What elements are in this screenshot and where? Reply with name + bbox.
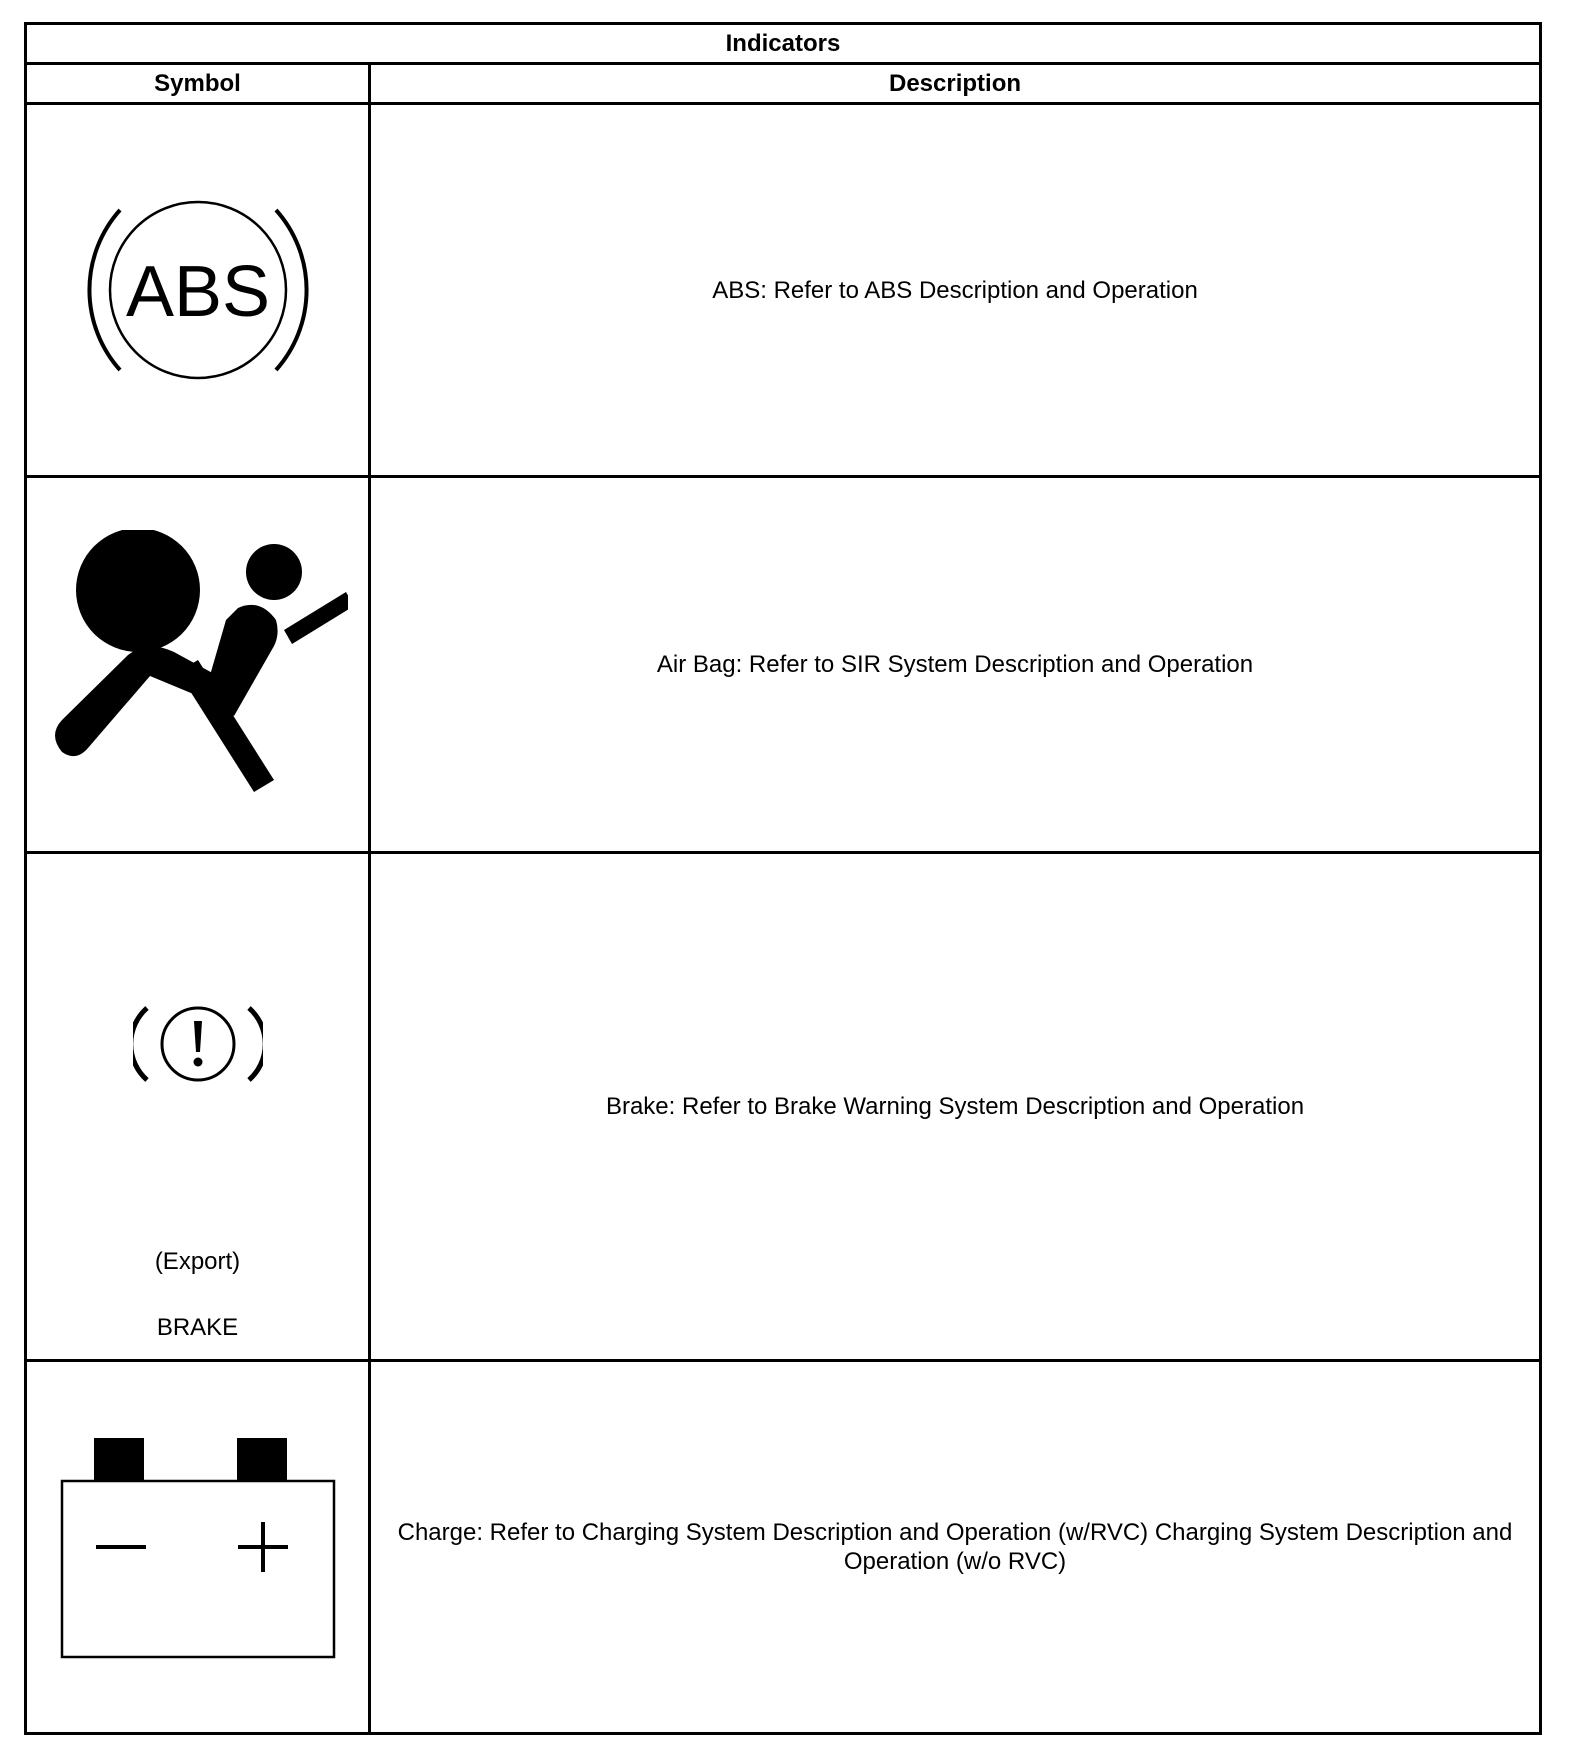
header-description: Description	[370, 64, 1541, 104]
table-row	[26, 1361, 1541, 1734]
abs-icon-text: ABS	[125, 252, 270, 332]
brake-text-caption: BRAKE	[156, 1314, 239, 1341]
brake-symbol-area	[27, 854, 368, 1359]
table-title: Indicators	[26, 24, 1541, 64]
table-title-row	[26, 24, 1541, 64]
description-cell: ABS: Refer to ABS Description and Operation	[370, 104, 1541, 477]
symbol-cell	[26, 104, 370, 477]
header-symbol: Symbol	[26, 64, 370, 104]
symbol-cell	[26, 1361, 370, 1734]
table-header-row	[26, 64, 1541, 104]
description-cell: Brake: Refer to Brake Warning System Description and Operation	[370, 853, 1541, 1361]
table-row	[26, 477, 1541, 853]
symbol-cell	[26, 477, 370, 853]
description-cell: Air Bag: Refer to SIR System Description and Operation	[370, 477, 1541, 853]
air-bag-icon	[48, 530, 348, 800]
symbol-cell	[26, 853, 370, 1361]
description-cell: Charge: Refer to Charging System Description and Operation (w/RVC) Charging System Description and Operation (w/o RVC)	[370, 1361, 1541, 1734]
abs-icon	[78, 200, 318, 380]
indicators-table	[24, 22, 1542, 1735]
brake-export-caption: (Export)	[154, 1248, 241, 1275]
table-row	[26, 104, 1541, 477]
battery-icon	[60, 1434, 336, 1660]
table-row	[26, 853, 1541, 1361]
brake-warning-icon	[133, 1004, 263, 1084]
